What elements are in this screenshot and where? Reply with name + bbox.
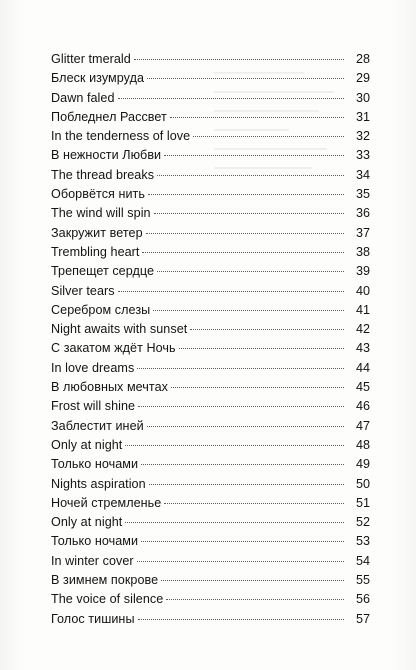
toc-entry-page-number: 32 bbox=[355, 129, 370, 144]
toc-entry-page-number: 37 bbox=[355, 225, 370, 240]
toc-entry-page-number: 43 bbox=[355, 341, 370, 356]
toc-entry-page-number: 57 bbox=[355, 611, 370, 626]
toc-entry bbox=[51, 301, 370, 320]
toc-entry-page-number: 45 bbox=[355, 380, 370, 395]
toc-entry bbox=[51, 185, 370, 204]
toc-entry-page-number: 40 bbox=[355, 283, 370, 298]
toc-entry-page-number: 53 bbox=[355, 534, 370, 549]
toc-entry-title: Only at night bbox=[51, 515, 123, 530]
toc-entry-title: Побледнел Рассвет bbox=[51, 109, 167, 124]
toc-entry-page-number: 55 bbox=[355, 573, 370, 588]
toc-entry bbox=[51, 359, 370, 378]
toc-entry-title: Dawn faled bbox=[51, 90, 115, 105]
dot-leader bbox=[149, 484, 344, 485]
toc-entry-title: Только ночами bbox=[51, 534, 139, 549]
dot-leader bbox=[134, 59, 344, 60]
dot-leader bbox=[138, 619, 344, 620]
toc-entry-title: Оборвётся нить bbox=[51, 187, 145, 202]
toc-entry-title: In the tenderness of love bbox=[51, 129, 191, 144]
toc-entry bbox=[51, 552, 370, 571]
toc-entry bbox=[51, 204, 370, 223]
toc-entry bbox=[51, 417, 370, 436]
toc-entry-title: Night awaits with sunset bbox=[51, 322, 188, 337]
toc-entry-title: In love dreams bbox=[51, 360, 135, 375]
toc-entry-title: В любовных мечтах bbox=[51, 380, 168, 395]
toc-entry-title: Голос тишины bbox=[51, 611, 135, 626]
toc-entry-title: The thread breaks bbox=[51, 167, 155, 182]
dot-leader bbox=[157, 175, 344, 176]
toc-entry-page-number: 41 bbox=[355, 302, 370, 317]
dot-leader bbox=[137, 368, 344, 369]
toc-entry-page-number: 54 bbox=[355, 553, 370, 568]
toc-entry bbox=[51, 243, 370, 262]
toc-entry-title: С закатом ждёт Ночь bbox=[51, 341, 176, 356]
toc-entry-page-number: 33 bbox=[355, 148, 370, 163]
toc-entry-page-number: 42 bbox=[355, 322, 370, 337]
toc-entry-page-number: 56 bbox=[355, 592, 370, 607]
dot-leader bbox=[179, 348, 344, 349]
dot-leader bbox=[118, 291, 344, 292]
dot-leader bbox=[146, 233, 344, 234]
toc-entry-title: Only at night bbox=[51, 437, 123, 452]
toc-entry bbox=[51, 146, 370, 165]
dot-leader bbox=[170, 117, 344, 118]
toc-entry-title: Серебром слезы bbox=[51, 302, 151, 317]
dot-leader bbox=[157, 271, 344, 272]
dot-leader bbox=[141, 541, 344, 542]
toc-entry-page-number: 48 bbox=[355, 437, 370, 452]
dot-leader bbox=[166, 599, 344, 600]
toc-entry-title: Trembling heart bbox=[51, 244, 140, 259]
toc-entry bbox=[51, 513, 370, 532]
dot-leader bbox=[125, 445, 344, 446]
toc-entry bbox=[51, 475, 370, 494]
toc-entry bbox=[51, 397, 370, 416]
toc-entry bbox=[51, 224, 370, 243]
dot-leader bbox=[148, 194, 344, 195]
dot-leader bbox=[147, 78, 344, 79]
toc-entry bbox=[51, 89, 370, 108]
toc-entry bbox=[51, 320, 370, 339]
toc-entry-page-number: 47 bbox=[355, 418, 370, 433]
dot-leader bbox=[142, 252, 344, 253]
toc-entry-title: Frost will shine bbox=[51, 399, 136, 414]
toc-entry bbox=[51, 127, 370, 146]
toc-entry-page-number: 39 bbox=[355, 264, 370, 279]
table-of-contents bbox=[51, 50, 370, 629]
dot-leader bbox=[147, 426, 344, 427]
toc-entry-title: Ночей стремленье bbox=[51, 495, 162, 510]
toc-entry-page-number: 31 bbox=[355, 109, 370, 124]
toc-entry-title: Silver tears bbox=[51, 283, 115, 298]
toc-entry bbox=[51, 571, 370, 590]
toc-entry-page-number: 49 bbox=[355, 457, 370, 472]
toc-entry-title: Только ночами bbox=[51, 457, 139, 472]
dot-leader bbox=[125, 522, 344, 523]
toc-entry-page-number: 51 bbox=[355, 495, 370, 510]
dot-leader bbox=[154, 213, 344, 214]
toc-entry bbox=[51, 262, 370, 281]
toc-entry-page-number: 36 bbox=[355, 206, 370, 221]
toc-entry bbox=[51, 436, 370, 455]
toc-entry-page-number: 30 bbox=[355, 90, 370, 105]
dot-leader bbox=[164, 503, 344, 504]
toc-entry bbox=[51, 108, 370, 127]
toc-entry bbox=[51, 378, 370, 397]
toc-entry bbox=[51, 610, 370, 629]
toc-entry-page-number: 29 bbox=[355, 71, 370, 86]
toc-entry bbox=[51, 532, 370, 551]
dot-leader bbox=[153, 310, 344, 311]
toc-entry-page-number: 46 bbox=[355, 399, 370, 414]
toc-entry bbox=[51, 282, 370, 301]
toc-entry-title: В зимнем покрове bbox=[51, 573, 159, 588]
toc-entry bbox=[51, 455, 370, 474]
toc-entry bbox=[51, 590, 370, 609]
toc-entry-page-number: 38 bbox=[355, 244, 370, 259]
toc-entry-page-number: 52 bbox=[355, 515, 370, 530]
toc-entry-title: Трепещет сердце bbox=[51, 264, 155, 279]
dot-leader bbox=[161, 580, 344, 581]
toc-entry bbox=[51, 50, 370, 69]
toc-entry-title: The voice of silence bbox=[51, 592, 164, 607]
toc-entry-title: В нежности Любви bbox=[51, 148, 162, 163]
toc-entry-title: In winter cover bbox=[51, 553, 134, 568]
toc-entry-title: Блеск изумруда bbox=[51, 71, 145, 86]
toc-entry-title: The wind will spin bbox=[51, 206, 151, 221]
toc-entry-page-number: 28 bbox=[355, 52, 370, 66]
toc-entry-title: Nights aspiration bbox=[51, 476, 146, 491]
dot-leader bbox=[138, 406, 344, 407]
dot-leader bbox=[164, 155, 344, 156]
toc-entry bbox=[51, 69, 370, 88]
toc-entry-page-number: 44 bbox=[355, 360, 370, 375]
dot-leader bbox=[171, 387, 344, 388]
toc-entry-title: Заблестит иней bbox=[51, 418, 144, 433]
dot-leader bbox=[193, 136, 344, 137]
dot-leader bbox=[141, 464, 344, 465]
toc-entry-title: Закружит ветер bbox=[51, 225, 143, 240]
toc-entry bbox=[51, 166, 370, 185]
toc-entry-page-number: 35 bbox=[355, 187, 370, 202]
dot-leader bbox=[190, 329, 344, 330]
toc-entry-title: Glitter tmerald bbox=[51, 52, 131, 66]
dot-leader bbox=[137, 561, 344, 562]
toc-entry bbox=[51, 339, 370, 358]
toc-entry-page-number: 50 bbox=[355, 476, 370, 491]
dot-leader bbox=[118, 98, 344, 99]
toc-entry bbox=[51, 494, 370, 513]
toc-entry-page-number: 34 bbox=[355, 167, 370, 182]
